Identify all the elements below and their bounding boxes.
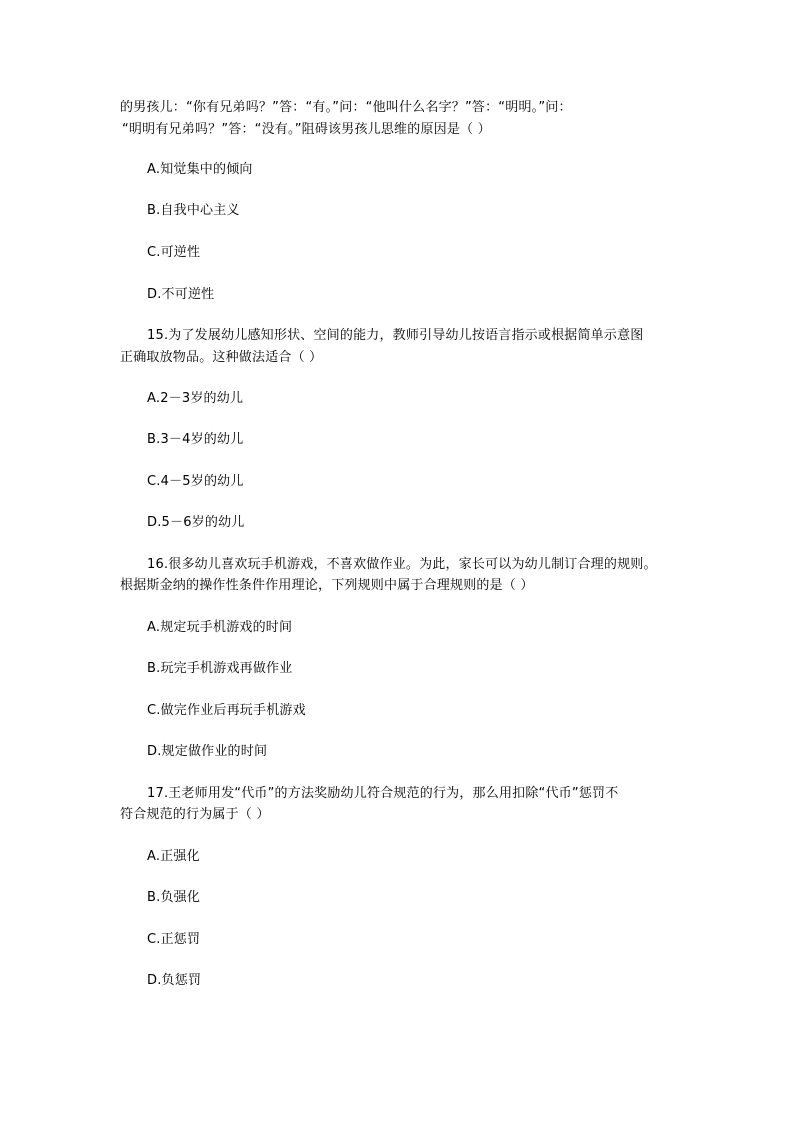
- q16-option-c: C.做完作业后再玩手机游戏: [147, 703, 306, 718]
- q17-option-d: D.负惩罚: [147, 973, 202, 988]
- q14-option-a: A.知觉集中的倾向: [147, 162, 253, 177]
- q14-option-c: C.可逆性: [147, 245, 201, 260]
- q16-stem-line1: 16.很多幼儿喜欢玩手机游戏，不喜欢做作业。为此，家长可以为幼儿制订合理的规则。: [147, 557, 657, 572]
- q16-option-b: B.玩完手机游戏再做作业: [147, 661, 293, 676]
- q15-option-a: A.2－3岁的幼儿: [147, 391, 244, 406]
- q17-stem-line1: 17.王老师用发“代币”的方法奖励幼儿符合规范的行为，那么用扣除“代币”惩罚不: [147, 786, 619, 801]
- q17-option-a: A.正强化: [147, 849, 200, 864]
- q14-stem-line1: 的男孩儿：“你有兄弟吗？”答：“有。”问：“他叫什么名字？”答：“明明。”问：: [120, 100, 572, 115]
- q16-option-a: A.规定玩手机游戏的时间: [147, 620, 293, 635]
- q16-stem-line2: 根据斯金纳的操作性条件作用理论，下列规则中属于合理规则的是（ ）: [120, 578, 534, 593]
- q14-option-b: B.自我中心主义: [147, 203, 240, 218]
- q15-stem-line2: 正确取放物品。这种做法适合（ ）: [120, 350, 323, 365]
- q15-option-d: D.5－6岁的幼儿: [147, 515, 245, 530]
- q15-option-b: B.3－4岁的幼儿: [147, 432, 244, 447]
- q16-option-d: D.规定做作业的时间: [147, 744, 268, 759]
- q15-option-c: C.4－5岁的幼儿: [147, 474, 244, 489]
- q17-option-b: B.负强化: [147, 890, 201, 905]
- q14-option-d: D.不可逆性: [147, 287, 215, 302]
- q17-stem-line2: 符合规范的行为属于（ ）: [120, 807, 270, 822]
- q17-option-c: C.正惩罚: [147, 932, 201, 947]
- q14-stem-line2: “明明有兄弟吗？”答：“没有。”阻碍该男孩儿思维的原因是（ ）: [122, 122, 491, 137]
- q15-stem-line1: 15.为了发展幼儿感知形状、空间的能力，教师引导幼儿按语言指示或根据简单示意图: [147, 328, 644, 343]
